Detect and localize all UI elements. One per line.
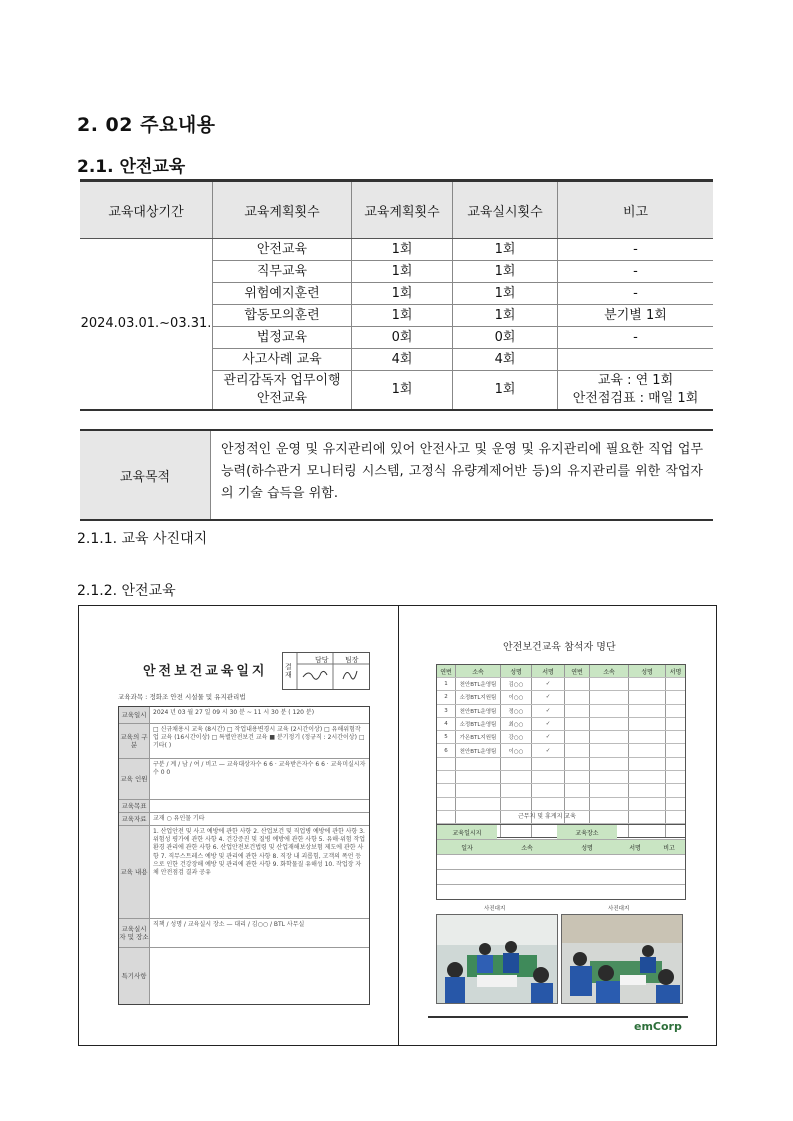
log-row-value: 교재 ○ 유인물 기타 xyxy=(153,815,205,822)
attendee-row xyxy=(437,704,685,717)
attendee-col: 성명 xyxy=(629,665,666,677)
training-photo-left xyxy=(436,914,558,1004)
row-note: 분기별 1회 xyxy=(558,305,714,327)
attendee-team: 가온BTL지원팀 xyxy=(456,731,501,743)
sign-label: 팀장 xyxy=(345,656,359,664)
log-row-key: 특기사항 xyxy=(119,948,150,1004)
attendee-col: 서명 xyxy=(669,668,682,676)
log-subject: 교육과목 : 정화조 안전 시설물 및 유지관리법 xyxy=(118,693,246,701)
log-row-key: 교육의 구분 xyxy=(119,724,150,758)
attendee-name: 김○○ xyxy=(501,678,532,690)
purpose-label: 교육목적 xyxy=(80,431,211,519)
col-header-done-count: 교육실시횟수 xyxy=(453,181,558,239)
row-note: - xyxy=(558,327,714,349)
row-plan: 0회 xyxy=(352,327,453,349)
education-plan-table xyxy=(80,179,713,411)
attendee-row-empty xyxy=(437,797,685,810)
log-row-key: 교육 인원 xyxy=(119,759,150,799)
sub-row-empty xyxy=(437,885,685,899)
row-note-line1: 교육 : 연 1회 xyxy=(597,373,674,388)
log-row-value: 직책 / 성명 / 교육실시 장소 — 대리 / 김○○ / BTL 사무실 xyxy=(153,921,305,928)
attendee-name: 이○○ xyxy=(501,691,532,703)
attendee-name: 정○○ xyxy=(501,705,532,717)
attendee-col: 연번 xyxy=(565,665,590,677)
attendee-sign: ✓ xyxy=(532,744,565,756)
attendee-sign: ✓ xyxy=(532,678,565,690)
attendee-sign: ✓ xyxy=(532,731,565,743)
sign-label: 담당 xyxy=(315,656,329,664)
log-row-value: 1. 산업안전 및 사고 예방에 관한 사항 2. 산업보건 및 직업병 예방에 관한 사항 3. 위험성 평가에 관한 사항 4. 건강증진 및 질병 예방에 관한 사항 5. 유해·위험 작업환경 관리에 관한 사항 6. 산업안전보건법령 및 산업재해보상보험 제도에 관한 사항 7. 직무스트레스 예방 및 관리에 관한 사항 8. 직장 내 괴롭힘, 고객의 폭언 등으로 인한 건강장해 예방 및 관리에 관한 사항 9. 화학물질 유해성 10. 작업장 자체 안전점검 결과 공유 xyxy=(153,828,366,877)
col-header-plan-count: 교육계획횟수 xyxy=(352,181,453,239)
log-row-key: 교육 내용 xyxy=(119,826,150,918)
row-plan: 1회 xyxy=(352,283,453,305)
sub-row xyxy=(437,825,685,840)
attendee-no: 6 xyxy=(437,744,456,756)
row-note xyxy=(558,371,714,411)
row-name: 안전교육 xyxy=(213,239,352,261)
safety-section-heading: 2.1.2. 안전교육 xyxy=(77,583,176,599)
training-photo-right-art xyxy=(562,915,682,1003)
row-name: 위험예지훈련 xyxy=(213,283,352,305)
section-heading: 2. 02 주요내용 xyxy=(77,114,216,136)
log-row xyxy=(119,800,369,813)
attendee-row-empty xyxy=(437,757,685,770)
training-photo-left-art xyxy=(437,915,557,1003)
attendee-row xyxy=(437,730,685,743)
sub-row-empty xyxy=(437,855,685,870)
log-row xyxy=(119,724,369,759)
row-done: 1회 xyxy=(453,283,558,305)
row-note-line2: 안전점검표 : 매일 1회 xyxy=(572,391,699,406)
log-row-value: 2024 년 03 월 27 일 09 시 30 분 ~ 11 시 30 분 ( 120 분) xyxy=(153,709,315,716)
attendee-row-empty xyxy=(437,770,685,783)
log-row xyxy=(119,707,369,724)
col-header-plan-name: 교육계획횟수 xyxy=(213,181,352,239)
row-name: 법정교육 xyxy=(213,327,352,349)
log-row xyxy=(119,759,369,800)
attendee-no: 3 xyxy=(437,705,456,717)
footer-rule xyxy=(428,1016,688,1018)
attendee-no: 2 xyxy=(437,691,456,703)
attendee-team: 소정BTL지원팀 xyxy=(456,691,501,703)
row-name-line1: 관리감독자 업무이행 xyxy=(223,373,341,388)
attendee-team: 천안BTL운영팀 xyxy=(456,744,501,756)
attendee-header xyxy=(437,665,685,677)
attendee-col: 연번 xyxy=(437,665,456,677)
attendee-row-empty xyxy=(437,783,685,796)
sub-label: 성명 xyxy=(581,844,593,852)
photo-caption-left: 사진대지 xyxy=(484,906,506,912)
row-done: 1회 xyxy=(453,305,558,327)
attendee-sign: ✓ xyxy=(532,705,565,717)
attendee-row xyxy=(437,743,685,756)
log-row-key: 교육실시자 및 장소 xyxy=(119,919,150,947)
attendee-name: 최○○ xyxy=(501,718,532,730)
row-name: 합동모의훈련 xyxy=(213,305,352,327)
log-row xyxy=(119,948,369,1004)
row-name: 사고사례 교육 xyxy=(213,349,352,371)
log-row-value: 구분 / 계 / 남 / 여 / 비고 — 교육대상자수 6 6 · 교육받은자수 6 6 · 교육미실시자수 0 0 xyxy=(153,761,366,777)
photo-caption-right: 사진대지 xyxy=(608,906,630,912)
col-header-note: 비고 xyxy=(558,181,714,239)
log-row-key: 교육일시 xyxy=(119,707,150,723)
attendee-no: 4 xyxy=(437,718,456,730)
training-photo-right xyxy=(561,914,683,1004)
attendee-col: 서명 xyxy=(532,665,565,677)
row-note: - xyxy=(558,239,714,261)
sub-label: 일자 xyxy=(461,844,473,852)
row-plan: 1회 xyxy=(352,239,453,261)
sub-title: 근무지 및 휴게지 교육 xyxy=(518,813,576,820)
row-name: 직무교육 xyxy=(213,261,352,283)
row-plan: 4회 xyxy=(352,349,453,371)
log-title: 안전보건교육일지 xyxy=(143,664,268,679)
company-logo: emCorp xyxy=(634,1020,682,1033)
log-row xyxy=(119,826,369,919)
sub-label: 소속 xyxy=(521,844,533,852)
log-row-key: 교육목표 xyxy=(119,800,150,812)
sub-header-row xyxy=(437,840,685,855)
col-header-period: 교육대상기간 xyxy=(80,181,213,239)
attendee-team: 천안BTL운영팀 xyxy=(456,705,501,717)
subsection-heading: 2.1. 안전교육 xyxy=(77,157,186,177)
row-plan: 1회 xyxy=(352,261,453,283)
attendee-no: 1 xyxy=(437,678,456,690)
row-plan: 1회 xyxy=(352,371,453,411)
log-row-value xyxy=(150,800,369,812)
period-cell: 2024.03.01.~03.31. xyxy=(80,239,213,411)
attendee-team: 소정BTL운영팀 xyxy=(456,718,501,730)
log-row xyxy=(119,813,369,826)
row-done: 1회 xyxy=(453,239,558,261)
attendee-title: 안전보건교육 참석자 명단 xyxy=(503,642,616,653)
signature-marks xyxy=(283,653,369,689)
sub-row-empty xyxy=(437,870,685,885)
attendee-row xyxy=(437,717,685,730)
log-row-key: 교육자료 xyxy=(119,813,150,825)
attendee-sign: ✓ xyxy=(532,691,565,703)
approval-box xyxy=(282,652,370,690)
table-row xyxy=(80,239,713,261)
sub-label: 교육일시지 xyxy=(437,825,497,839)
row-done: 0회 xyxy=(453,327,558,349)
purpose-table xyxy=(80,429,713,521)
row-name xyxy=(213,371,352,411)
photo-section-heading: 2.1.1. 교육 사진대지 xyxy=(77,531,208,547)
row-done: 4회 xyxy=(453,349,558,371)
sub-label: 비고 xyxy=(663,844,675,852)
attendee-name: 강○○ xyxy=(501,731,532,743)
log-row xyxy=(119,919,369,948)
row-note xyxy=(558,349,714,371)
sub-label: 교육장소 xyxy=(557,825,617,839)
sign-label: 결재 xyxy=(285,663,292,679)
attendee-row xyxy=(437,677,685,690)
attendee-sign: ✓ xyxy=(532,718,565,730)
log-row-value xyxy=(150,948,369,1004)
attendee-list-image xyxy=(398,606,716,1045)
attendee-team: 천안BTL운영팀 xyxy=(456,678,501,690)
row-name-line2: 안전교육 xyxy=(256,391,308,406)
attendee-col: 소속 xyxy=(590,665,629,677)
row-done: 1회 xyxy=(453,261,558,283)
attendee-no: 5 xyxy=(437,731,456,743)
row-note: - xyxy=(558,283,714,305)
row-note: - xyxy=(558,261,714,283)
attendee-row xyxy=(437,690,685,703)
row-done: 1회 xyxy=(453,371,558,411)
row-plan: 1회 xyxy=(352,305,453,327)
log-grid xyxy=(118,706,370,1005)
attendee-col: 소속 xyxy=(456,665,501,677)
sub-grid xyxy=(436,824,686,900)
log-row-value: □ 신규채용시 교육 (8시간) □ 작업내용변경시 교육 (2시간이상) □ 유해위험작업 교육 (16시간이상) □ 특별안전보건 교육 ■ 분기정기 (정규직 : 2시간이상) □ 기타( ) xyxy=(153,726,365,750)
purpose-text: 안정적인 운영 및 유지관리에 있어 안전사고 및 운영 및 유지관리에 필요한 직업 업무능력(하수관거 모니터링 시스템, 고정식 유량계제어반 등)의 유지관리를 위한 작업자의 기술 습득을 위함. xyxy=(221,442,703,501)
photo-frame xyxy=(78,605,717,1046)
attendee-name: 이○○ xyxy=(501,744,532,756)
attendee-col: 성명 xyxy=(501,665,532,677)
sub-label: 서명 xyxy=(629,844,641,852)
